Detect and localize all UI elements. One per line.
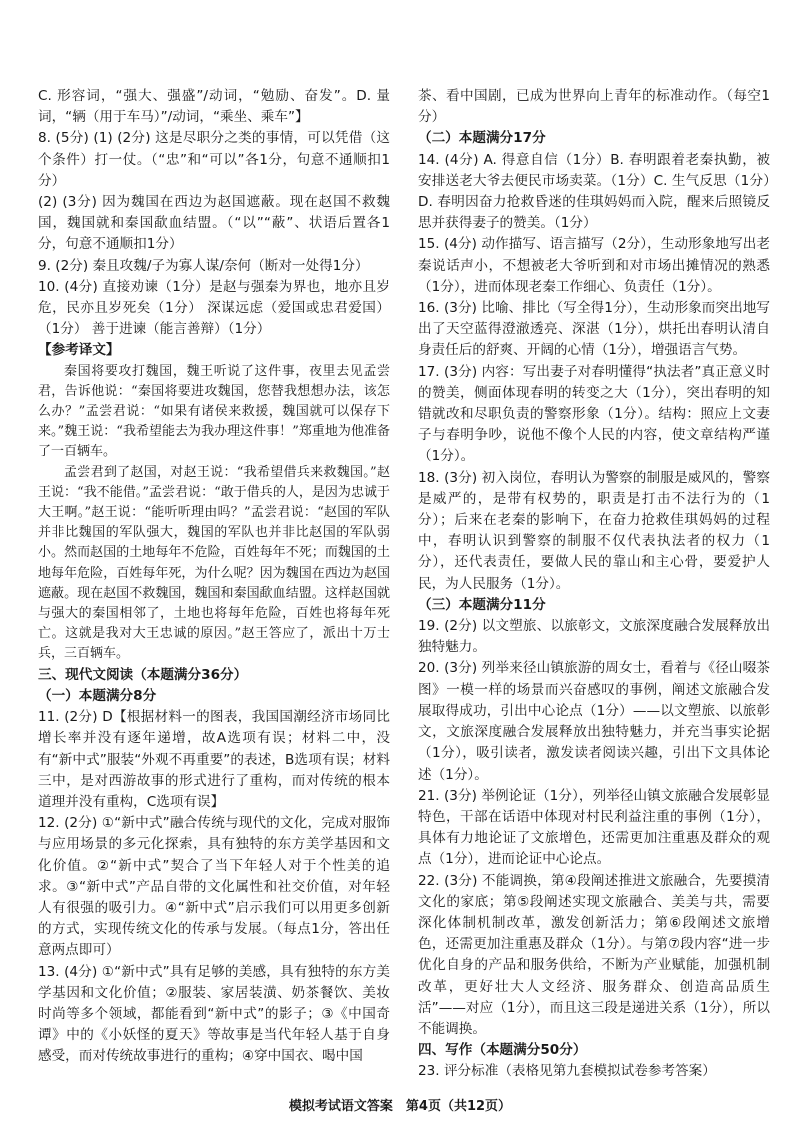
subsection-heading: （二）本题满分17分 [418, 130, 546, 147]
answer-paragraph: 18. (3分) 初入岗位，春明认为警察的制服是威风的，警察是威严的，是带有权势的，职责是打击不法行为的（1分）；后来在老秦的影响下，在奋力抢救佳琪妈妈的过程中，春明认识到警察的制服不仅代表执法者的权力（1分），还代表责任，要做人民的靠山和主心骨，要爱护人民，为人民服务（1分）。 [418, 469, 770, 592]
answer-paragraph: 20. (3分) 列举来径山镇旅游的周女士，看着与《径山啜茶图》一模一样的场景而兴奋感叹的事例，阐述文旅融合发展取得成功，引出中心论点（1分）——以文塑旅、以旅彰文，文旅深度融合发展释放出独特魅力，并充当事实论据（1分），吸引读者，激发读者阅读兴趣，引出下文具体论述（1分）。 [418, 660, 770, 783]
answer-paragraph: 13. (4分) ①“新中式”具有足够的美感，具有独特的东方美学基因和文化价值；②服装、家居装潢、奶茶餐饮、美妆时尚等多个领域，都能看到“新中式”的影子；③《中国奇谭》中的《小妖怪的夏天》等故事是当代年轻人基于自身感受，而对传统故事进行的重构；④穿中国衣、喝中国 [38, 963, 390, 1065]
answer-paragraph: 14. (4分) A. 得意自信（1分）B. 春明跟着老秦执勤，被安排送老大爷去便民市场卖菜。（1分）C. 生气反思（1分）D. 春明因奋力抢救昏迷的佳琪妈妈而入院，醒来后照镜反思并获得妻子的赞美。（1分） [418, 151, 770, 232]
subsection-heading: （一）本题满分8分 [38, 687, 157, 704]
answer-paragraph: 12. (2分) ①“新中式”融合传统与现代的文化，完成对服饰与应用场景的多元化探索，具有独特的东方美学基因和文化价值。②“新中式”契合了当下年轻人对于个性美的追求。③“新中式”产品自带的文化属性和社交价值，对年轻人有很强的吸引力。④“新中式”启示我们可以用更多创新的方式，实现传统文化的传承与发展。（每点1分，答出任意两点即可） [38, 815, 390, 959]
answer-paragraph: 23. 评分标准（表格见第九套模拟试卷参考答案） [418, 1063, 716, 1080]
answer-paragraph: 11. (2分) D【根据材料一的图表，我国国潮经济市场同比增长率并没有逐年递增，故A选项有误；材料二中，没有“新中式”服装“外观不再重要”的表述，B选项有误；材料三中，是对西游故事的形式进行了重构，而对传统的根本道理并没有重构，C选项有误】 [38, 709, 390, 810]
answer-paragraph: C. 形容词，“强大、强盛”/动词，“勉励、奋发”。D. 量词，“辆（用于车马）”/动词，“乘坐、乘车”】 [38, 88, 390, 126]
translation-heading: 【参考译文】 [38, 342, 120, 359]
answer-paragraph: 9. (2分) 秦且攻魏/子为寡人谋/奈何（断对一处得1分） [38, 257, 369, 274]
section-heading: 三、现代文阅读（本题满分36分） [38, 666, 248, 683]
translation-paragraph: 孟尝君到了赵国，对赵王说：“我希望借兵来救魏国。”赵王说：“我不能借。”孟尝君说：“敢于借兵的人，是因为忠诚于大王啊。”赵王说：“能听听理由吗？”孟尝君说：“赵国的军队并非比魏国的军队强大，魏国的军队也并非比赵国的军队弱小。然而赵国的土地每年不危险，百姓每年不死；而魏国的土地每年危险，百姓每年死，为什么呢？因为魏国在西边为赵国遮蔽。现在赵国不救魏国，魏国和秦国歃血结盟。这样赵国就与强大的秦国相邻了，土地也将每年危险，百姓也将每年死亡。这就是我对大王忠诚的原因。”赵王答应了，派出十万士兵，三百辆车。 [38, 464, 390, 662]
page-footer: 模拟考试语文答案 第4页（共12页） [288, 1099, 512, 1114]
answer-paragraph: 10. (4分) 直接劝谏（1分）是赵与强秦为界也，地亦且岁危，民亦且岁死矣（1分） 深谋远虑（爱国或忠君爱国）（1分） 善于进谏（能言善辩）（1分） [38, 278, 390, 338]
answer-paragraph: 15. (4分) 动作描写、语言描写（2分），生动形象地写出老秦说话声小，不想被老大爷听到和对市场出摊情况的熟悉（1分），进而体现老秦工作细心、负责任（1分）。 [418, 236, 770, 295]
answer-paragraph: 22. (3分) 不能调换，第④段阐述推进文旅融合，先要摸清文化的家底；第⑤段阐述实现文旅融合、美美与共，需要深化体制机制改革，激发创新活力；第⑥段阐述文旅增色，还需更加注重惠及群众（1分）。与第⑦段内容“进一步优化自身的产品和服务供给，不断为产业赋能，加强机制改革，更好壮大人文经济、服务群众、创造高品质生活”——对应（1分），而且这三段是递进关系（1分），所以不能调换。 [418, 872, 770, 1037]
subsection-heading: （三）本题满分11分 [418, 596, 546, 613]
answer-paragraph: (2) (3分) 因为魏国在西边为赵国遮蔽。现在赵国不救魏国，魏国就和秦国歃血结盟。（“以”“蔽”、状语后置各1分，句意不通顺扣1分） [38, 194, 390, 253]
section-heading: 四、写作（本题满分50分） [418, 1042, 587, 1059]
answer-paragraph: 17. (3分) 内容：写出妻子对春明懂得“执法者”真正意义时的赞美，侧面体现春明的转变之大（1分），突出春明的知错就改和尽职负责的警察形象（1分）。结构：照应上文妻子与春明争吵，说他不像个人民的内容，使文章结构严谨（1分）。 [418, 363, 770, 465]
translation-paragraph: 秦国将要攻打魏国，魏王听说了这件事，夜里去见孟尝君，告诉他说：“秦国将要进攻魏国，您替我想想办法，该怎么办？”孟尝君说：“如果有诸侯来救援，魏国就可以保存下来。”魏王说：“我希望能去为我办理这件事！”郑重地为他准备了一百辆车。 [38, 363, 390, 460]
left-column [38, 86, 390, 1068]
right-column [418, 86, 770, 1083]
answer-paragraph: 21. (3分) 举例论证（1分），列举径山镇文旅融合发展彰显特色，干部在话语中体现对村民利益注重的事例（1分），具体有力地论证了文旅增色，还需更加注重惠及群众的观点（1分），进而论证中心论点。 [418, 787, 770, 868]
answer-paragraph: 茶、看中国剧，已成为世界向上青年的标准动作。（每空1分） [418, 88, 770, 126]
answer-paragraph: 16. (3分) 比喻、排比（写全得1分），生动形象而突出地写出了天空蓝得澄澈透亮、深湛（1分），烘托出春明认清自身责任后的舒爽、开阔的心情（1分），增强语言气势。 [418, 300, 770, 359]
answer-paragraph: 8. (5分) (1) (2分) 这是尽职分之类的事情，可以凭借（这个条件）打一仗。（“忠”和“可以”各1分，句意不通顺扣1分） [38, 130, 390, 189]
answer-paragraph: 19. (2分) 以文塑旅、以旅彰文，文旅深度融合发展释放出独特魅力。 [418, 618, 770, 656]
